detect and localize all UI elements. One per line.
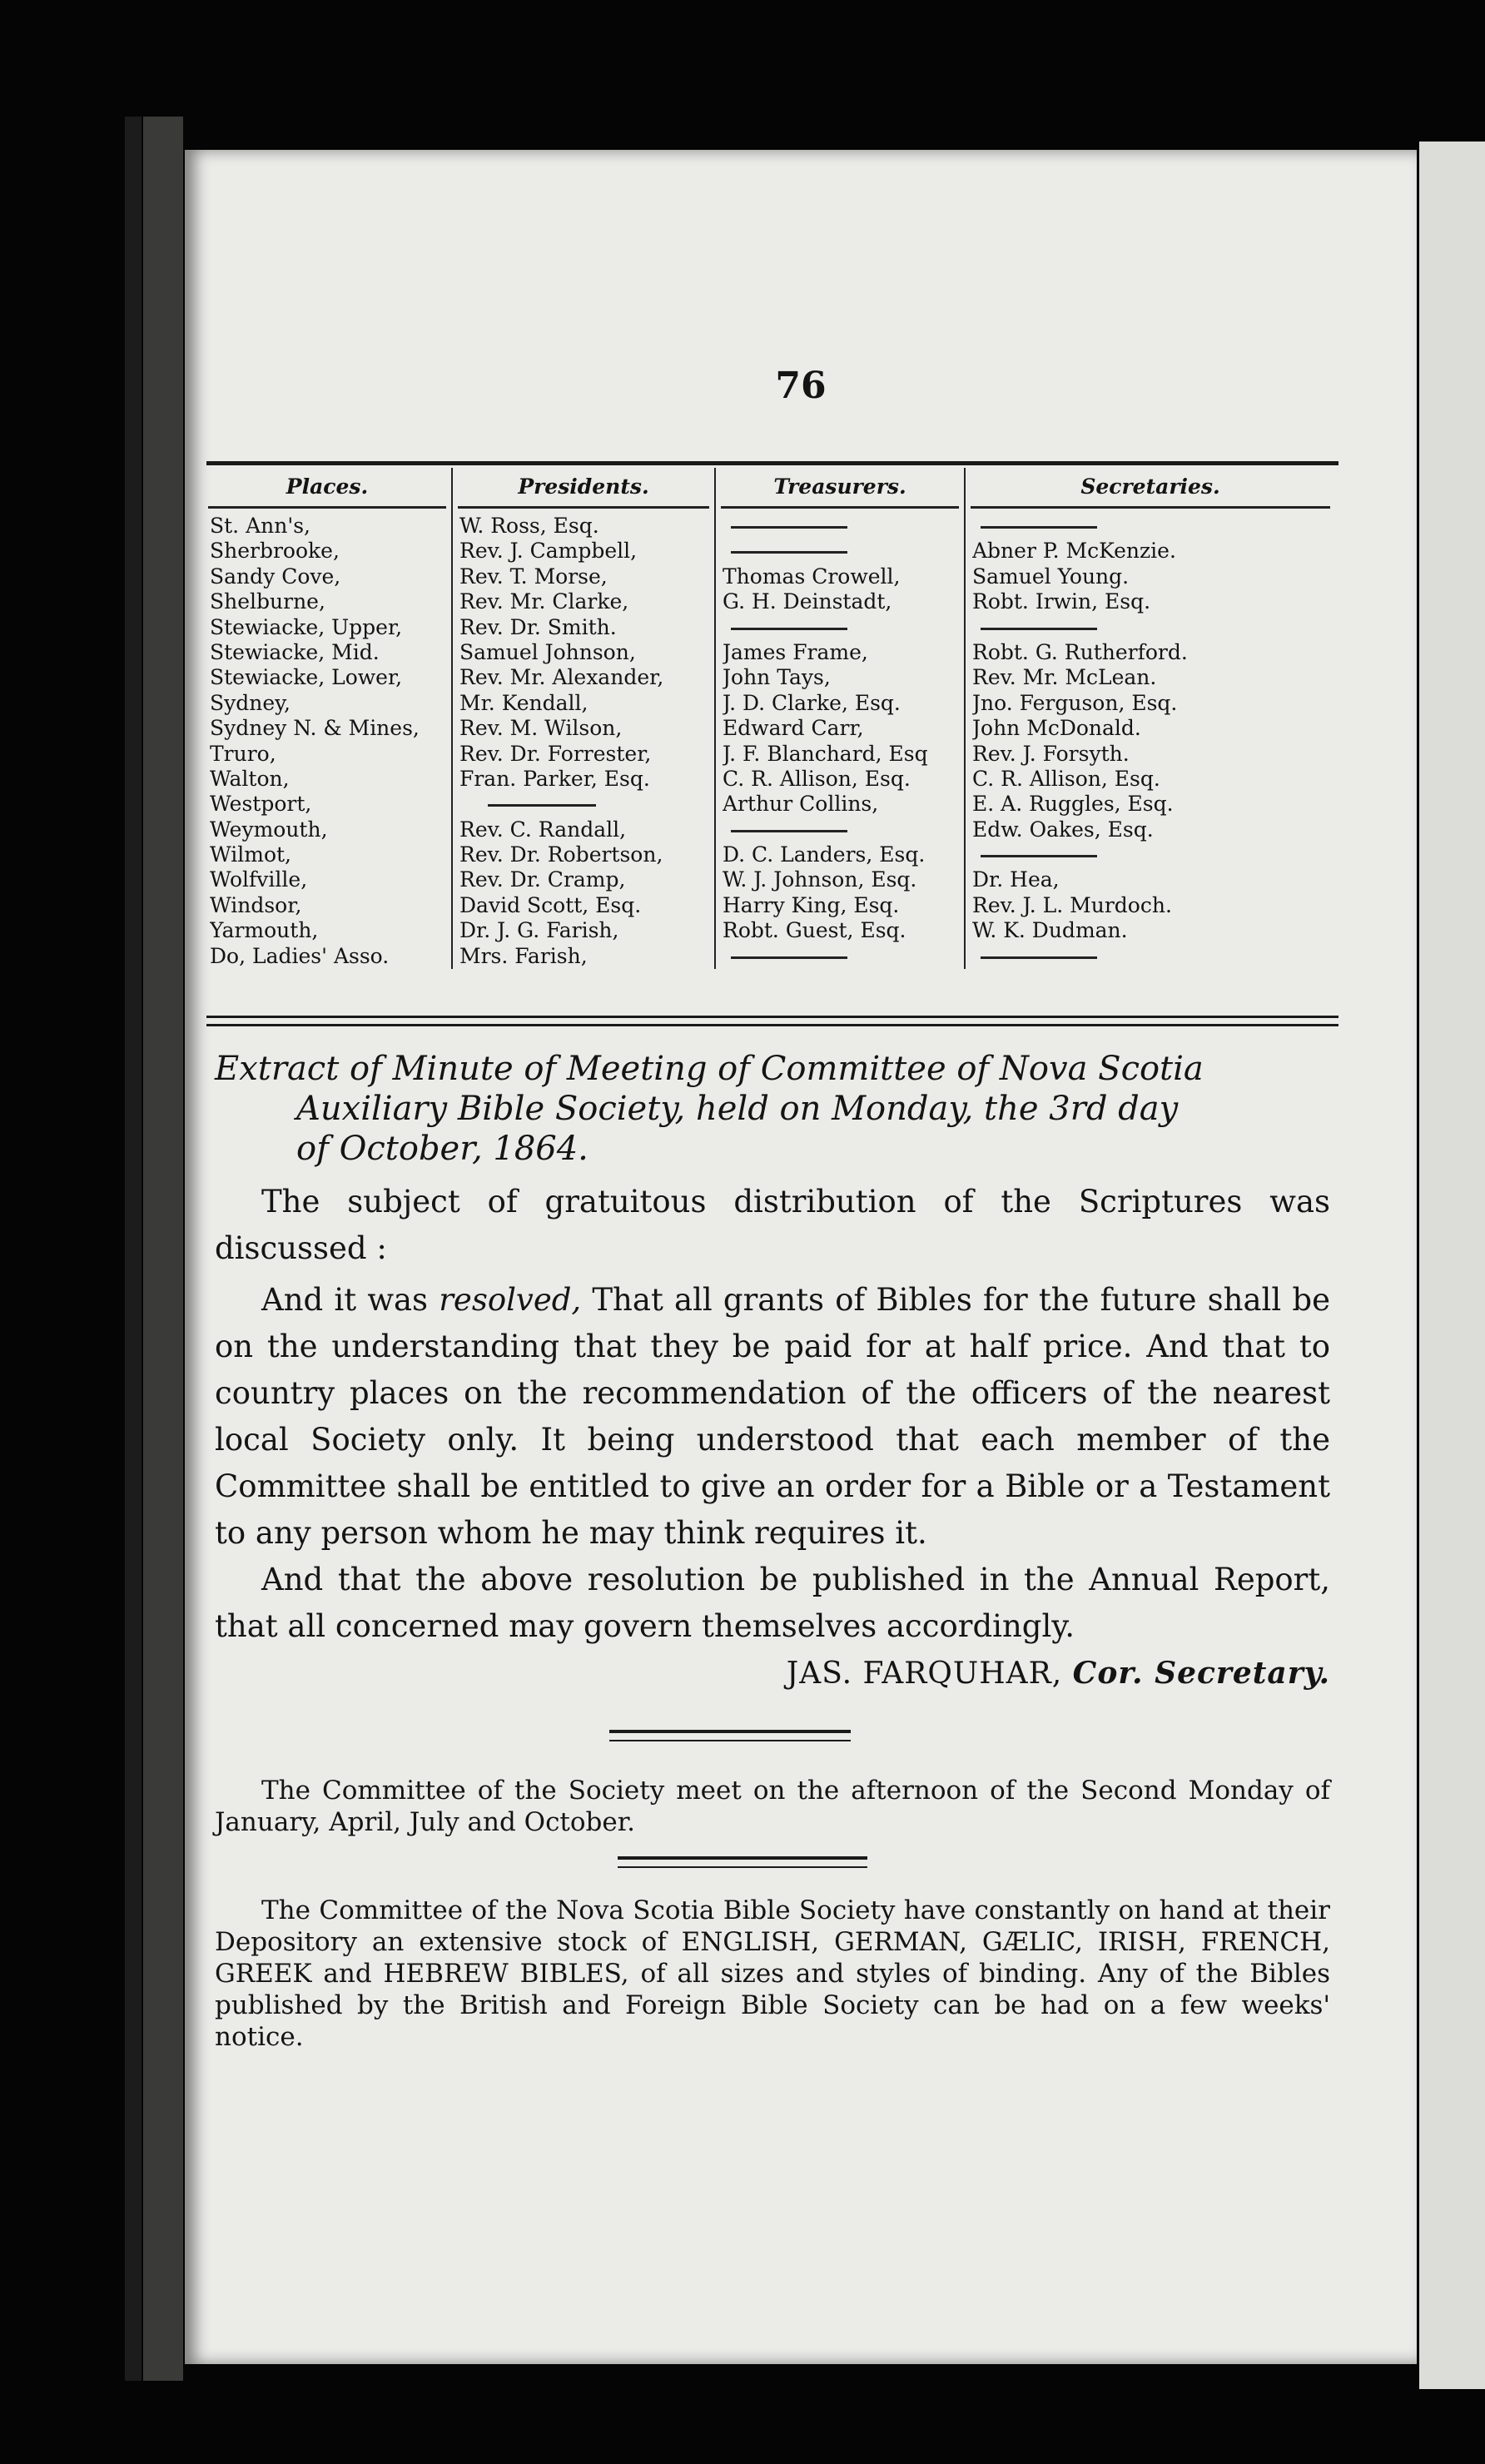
- secretary-cell: [972, 514, 1335, 539]
- treasurers-column: [714, 468, 964, 969]
- extract-paragraph-1: The subject of gratuitous distribution of the Scriptures was discussed :: [215, 1184, 1330, 1266]
- place-cell: Westport,: [210, 792, 312, 817]
- separator-rule-2b: [618, 1866, 867, 1868]
- secretary-cell: C. R. Allison, Esq.: [972, 766, 1160, 791]
- president-cell: Samuel Johnson,: [459, 639, 636, 664]
- president-cell: Mrs. Farish,: [459, 943, 588, 968]
- film-edge-left: [125, 117, 142, 2381]
- treasurer-cell: Edward Carr,: [723, 716, 864, 741]
- place-cell: Sydney,: [210, 690, 291, 715]
- place-cell: Weymouth,: [210, 817, 328, 842]
- signature: [215, 1650, 1330, 1697]
- treasurers-header: Treasurers.: [721, 468, 959, 509]
- president-cell: [459, 792, 714, 817]
- place-cell: Sydney N. & Mines,: [210, 716, 420, 741]
- bibles-notice: The Committee of the Nova Scotia Bible Society have constantly on hand at their Depository an extensive stock of ENGLISH, GERMAN, GÆLIC, IRISH, FRENCH, GREEK and HEBREW BIBLES, of all sizes and styles of binding. Any of the Bibles published by the British and Foreign Bible Society can be had on a few weeks' notice.: [215, 1895, 1330, 2052]
- secretary-cell: [972, 615, 1335, 640]
- blank-dash: [731, 956, 847, 959]
- treasurer-cell: [723, 539, 964, 564]
- table-top-rule: [206, 461, 1338, 465]
- place-cell: Stewiacke, Upper,: [210, 614, 403, 639]
- president-cell: Rev. Mr. Clarke,: [459, 589, 629, 614]
- place-cell: St. Ann's,: [210, 514, 310, 538]
- president-cell: Rev. Mr. Alexander,: [459, 665, 664, 690]
- presidents-header: Presidents.: [458, 468, 709, 509]
- treasurer-cell: J. D. Clarke, Esq.: [723, 690, 901, 715]
- secretary-cell: [972, 842, 1335, 867]
- page-number: 76: [775, 365, 827, 407]
- treasurer-cell: W. J. Johnson, Esq.: [723, 867, 917, 892]
- treasurer-cell: J. F. Blanchard, Esq: [723, 741, 928, 766]
- secretary-cell: [972, 944, 1335, 969]
- place-cell: Wolfville,: [210, 867, 308, 892]
- signature-title: Cor. Secretary.: [1072, 1656, 1330, 1691]
- president-cell: Rev. Dr. Robertson,: [459, 842, 663, 867]
- blank-dash: [731, 830, 847, 832]
- place-cell: Sherbrooke,: [210, 539, 340, 564]
- blank-dash: [981, 855, 1097, 857]
- secretary-cell: John McDonald.: [972, 716, 1141, 741]
- extract-heading-line3: of October, 1864.: [296, 1130, 589, 1168]
- treasurer-cell: [723, 514, 964, 539]
- extract-heading-line2: Auxiliary Bible Society, held on Monday, the 3rd day: [296, 1090, 1179, 1128]
- page-edge-stack: [143, 117, 183, 2381]
- resolution-text: That all grants of Bibles for the future shall be on the understanding that they be paid for at half price. And that to country places on the recommendation of the officers of the nearest local Society only. It being understood that each member of the Committee shall be entitled to give an order for a Bible or a Testament to any person whom he may think requires it.: [215, 1282, 1330, 1551]
- president-cell: Fran. Parker, Esq.: [459, 766, 650, 791]
- place-cell: Windsor,: [210, 892, 302, 917]
- blank-dash: [731, 551, 847, 554]
- meetings-notice: The Committee of the Society meet on the afternoon of the Second Monday of January, April, July and October.: [215, 1776, 1330, 1837]
- treasurer-cell: G. H. Deinstadt,: [723, 589, 892, 614]
- extract-heading: [215, 1049, 1330, 1169]
- resolved-word: resolved,: [439, 1282, 582, 1318]
- president-cell: David Scott, Esq.: [459, 892, 642, 917]
- treasurer-cell: James Frame,: [723, 639, 868, 664]
- place-cell: Truro,: [210, 741, 276, 766]
- secretaries-column: [964, 468, 1335, 969]
- president-cell: W. Ross, Esq.: [459, 514, 599, 538]
- extract-section: [215, 1049, 1330, 1697]
- president-cell: Rev. C. Randall,: [459, 817, 627, 842]
- table-bottom-rule-2: [206, 1024, 1338, 1026]
- table-bottom-rule-1: [206, 1016, 1338, 1018]
- adjacent-page-edge: [1419, 142, 1485, 2389]
- treasurer-cell: John Tays,: [723, 665, 831, 690]
- treasurer-cell: [723, 817, 964, 842]
- treasurer-cell: Harry King, Esq.: [723, 892, 900, 917]
- president-cell: Rev. J. Campbell,: [459, 539, 638, 564]
- blank-dash: [731, 628, 847, 630]
- secretary-cell: W. K. Dudman.: [972, 918, 1128, 943]
- place-cell: Yarmouth,: [210, 918, 319, 943]
- secretary-cell: Dr. Hea,: [972, 867, 1060, 892]
- treasurer-cell: C. R. Allison, Esq.: [723, 766, 911, 791]
- signature-name: JAS. FARQUHAR,: [786, 1657, 1063, 1691]
- presidents-column: [451, 468, 714, 969]
- secretary-cell: Rev. J. Forsyth.: [972, 741, 1130, 766]
- secretary-cell: Edw. Oakes, Esq.: [972, 817, 1154, 842]
- treasurer-cell: D. C. Landers, Esq.: [723, 842, 926, 867]
- place-cell: Do, Ladies' Asso.: [210, 943, 390, 968]
- place-cell: Wilmot,: [210, 842, 291, 867]
- secretaries-header: Secretaries.: [971, 468, 1330, 509]
- blank-dash: [731, 526, 847, 529]
- president-cell: Rev. M. Wilson,: [459, 716, 623, 741]
- secretary-cell: Samuel Young.: [972, 564, 1130, 589]
- places-header: Places.: [208, 468, 446, 509]
- blank-dash: [981, 628, 1097, 630]
- treasurer-cell: Thomas Crowell,: [723, 564, 901, 589]
- president-cell: Rev. T. Morse,: [459, 564, 608, 589]
- extract-paragraph-2: [215, 1277, 1330, 1557]
- treasurer-cell: [723, 615, 964, 640]
- treasurer-cell: Arthur Collins,: [723, 792, 879, 817]
- society-officers-table: [203, 468, 1335, 969]
- places-column: [203, 468, 451, 969]
- extract-heading-line1: Extract of Minute of Meeting of Committee of Nova Scotia: [215, 1050, 1204, 1088]
- blank-dash: [488, 804, 596, 807]
- place-cell: Shelburne,: [210, 589, 325, 614]
- president-cell: Mr. Kendall,: [459, 690, 589, 715]
- separator-rule-2: [618, 1856, 867, 1860]
- treasurer-cell: Robt. Guest, Esq.: [723, 918, 906, 943]
- place-cell: Walton,: [210, 766, 290, 791]
- secretary-cell: Abner P. McKenzie.: [972, 539, 1176, 564]
- place-cell: Stewiacke, Mid.: [210, 639, 380, 664]
- secretary-cell: Jno. Ferguson, Esq.: [972, 690, 1178, 715]
- secretary-cell: E. A. Ruggles, Esq.: [972, 792, 1174, 817]
- president-cell: Rev. Dr. Cramp,: [459, 867, 626, 892]
- president-cell: Dr. J. G. Farish,: [459, 918, 619, 943]
- place-cell: Sandy Cove,: [210, 564, 341, 589]
- extract-paragraph-3: And that the above resolution be published in the Annual Report, that all concerned may govern themselves accordingly.: [215, 1562, 1330, 1644]
- blank-dash: [981, 526, 1097, 529]
- separator-rule-1b: [609, 1740, 851, 1741]
- secretary-cell: Robt. G. Rutherford.: [972, 639, 1188, 664]
- secretary-cell: Rev. J. L. Murdoch.: [972, 892, 1172, 917]
- separator-rule-1: [609, 1730, 851, 1733]
- president-cell: Rev. Dr. Forrester,: [459, 741, 652, 766]
- place-cell: Stewiacke, Lower,: [210, 665, 403, 690]
- secretary-cell: Robt. Irwin, Esq.: [972, 589, 1151, 614]
- secretary-cell: Rev. Mr. McLean.: [972, 665, 1157, 690]
- treasurer-cell: [723, 944, 964, 969]
- president-cell: Rev. Dr. Smith.: [459, 614, 617, 639]
- scanned-page: [185, 150, 1417, 2364]
- blank-dash: [981, 956, 1097, 959]
- resolution-intro: And it was: [261, 1282, 440, 1318]
